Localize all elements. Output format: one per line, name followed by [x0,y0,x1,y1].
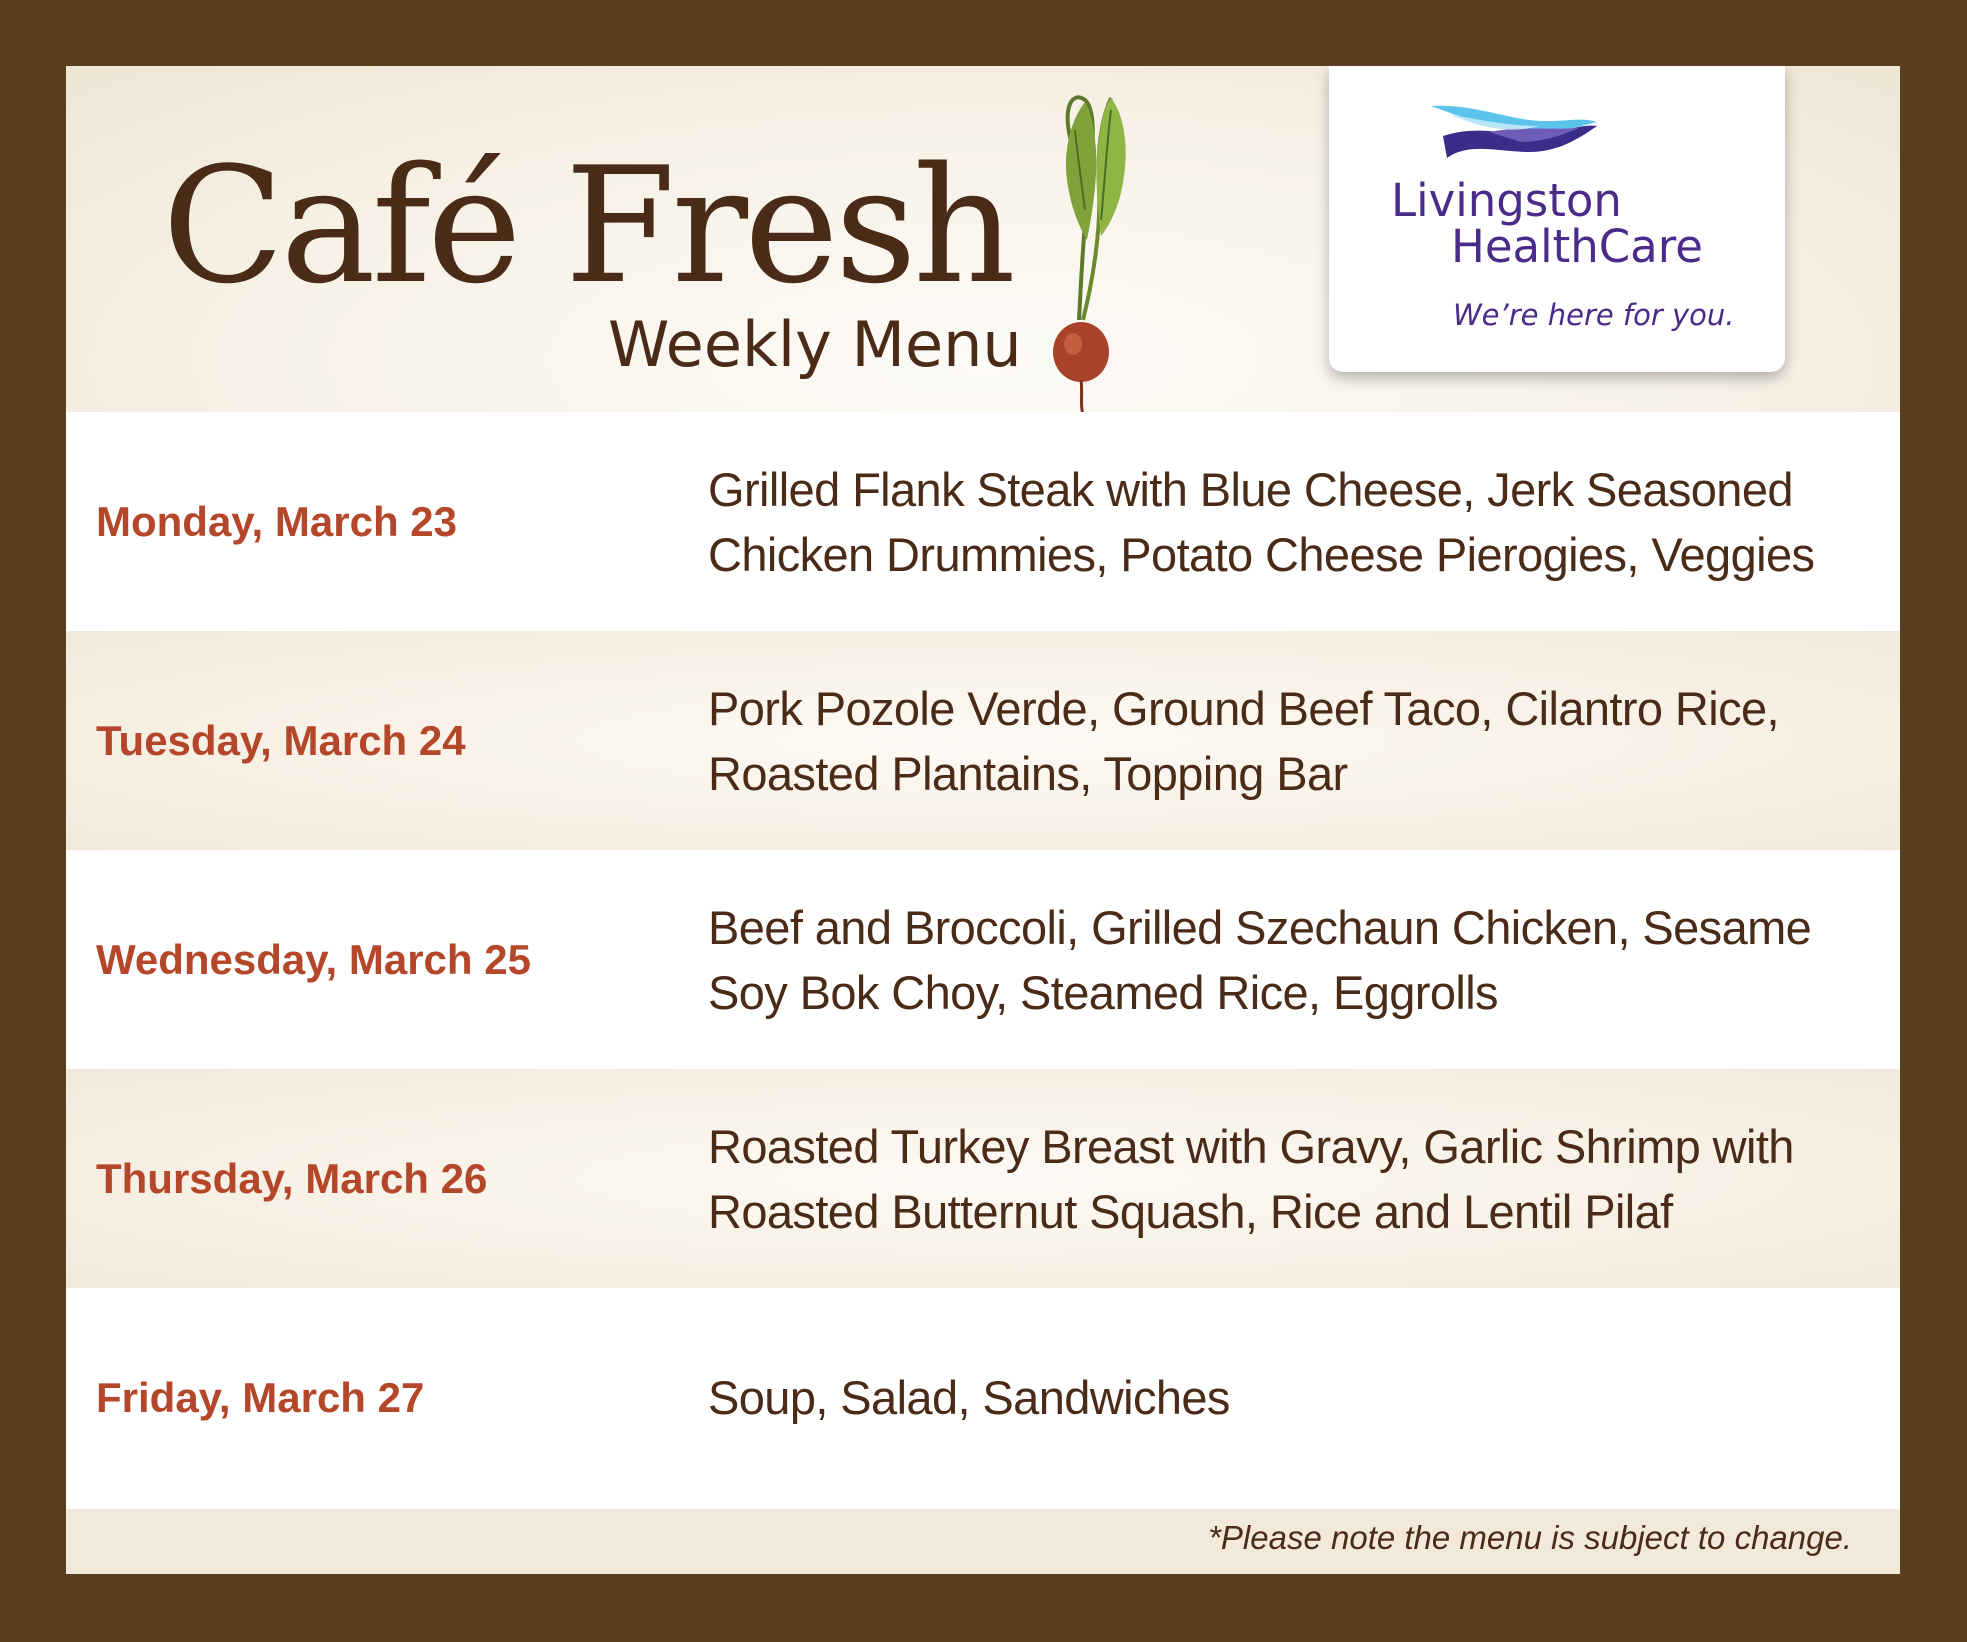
menu-dishes: Soup, Salad, Sandwiches [708,1371,1230,1424]
menu-day: Friday, March 27 [96,1373,425,1421]
logo-wordmark-line1: Livingston [1391,174,1622,227]
logo-wordmark-line2: HealthCare [1451,220,1703,273]
menu-dishes: Beef and Broccoli, Grilled Szechaun Chicken, Sesame Soy Bok Choy, Steamed Rice, Eggrolls [708,900,1812,1019]
menu-row [66,412,1900,631]
menu-subtitle: Weekly Menu [608,308,1022,381]
beet-icon [1001,90,1151,420]
menu-panel [66,66,1900,1574]
menu-footer [66,1509,1900,1574]
menu-dishes: Grilled Flank Steak with Blue Cheese, Jerk Seasoned Chicken Drummies, Potato Cheese Pierogies, Veggies [708,462,1815,581]
menu-day: Thursday, March 26 [96,1154,488,1202]
menu-dishes: Pork Pozole Verde, Ground Beef Taco, Cilantro Rice, Roasted Plantains, Topping Bar [708,681,1780,800]
menu-row [66,1288,1900,1507]
menu-day: Wednesday, March 25 [96,935,531,983]
menu-dishes: Roasted Turkey Breast with Gravy, Garlic Shrimp with Roasted Butternut Squash, Rice and Lentil Pilaf [708,1119,1794,1238]
menu-row [66,1069,1900,1288]
logo-tagline: We’re here for you. [1453,298,1735,332]
cafe-title: Café Fresh [162,132,1012,319]
menu-header [66,66,1900,412]
disclaimer-note: *Please note the menu is subject to change. [1208,1519,1852,1556]
livingston-logo-card [1329,66,1785,372]
menu-day: Monday, March 23 [96,497,457,545]
menu-row [66,850,1900,1069]
flag-logo-icon [1429,102,1599,172]
menu-row [66,631,1900,850]
menu-day: Tuesday, March 24 [96,716,466,764]
